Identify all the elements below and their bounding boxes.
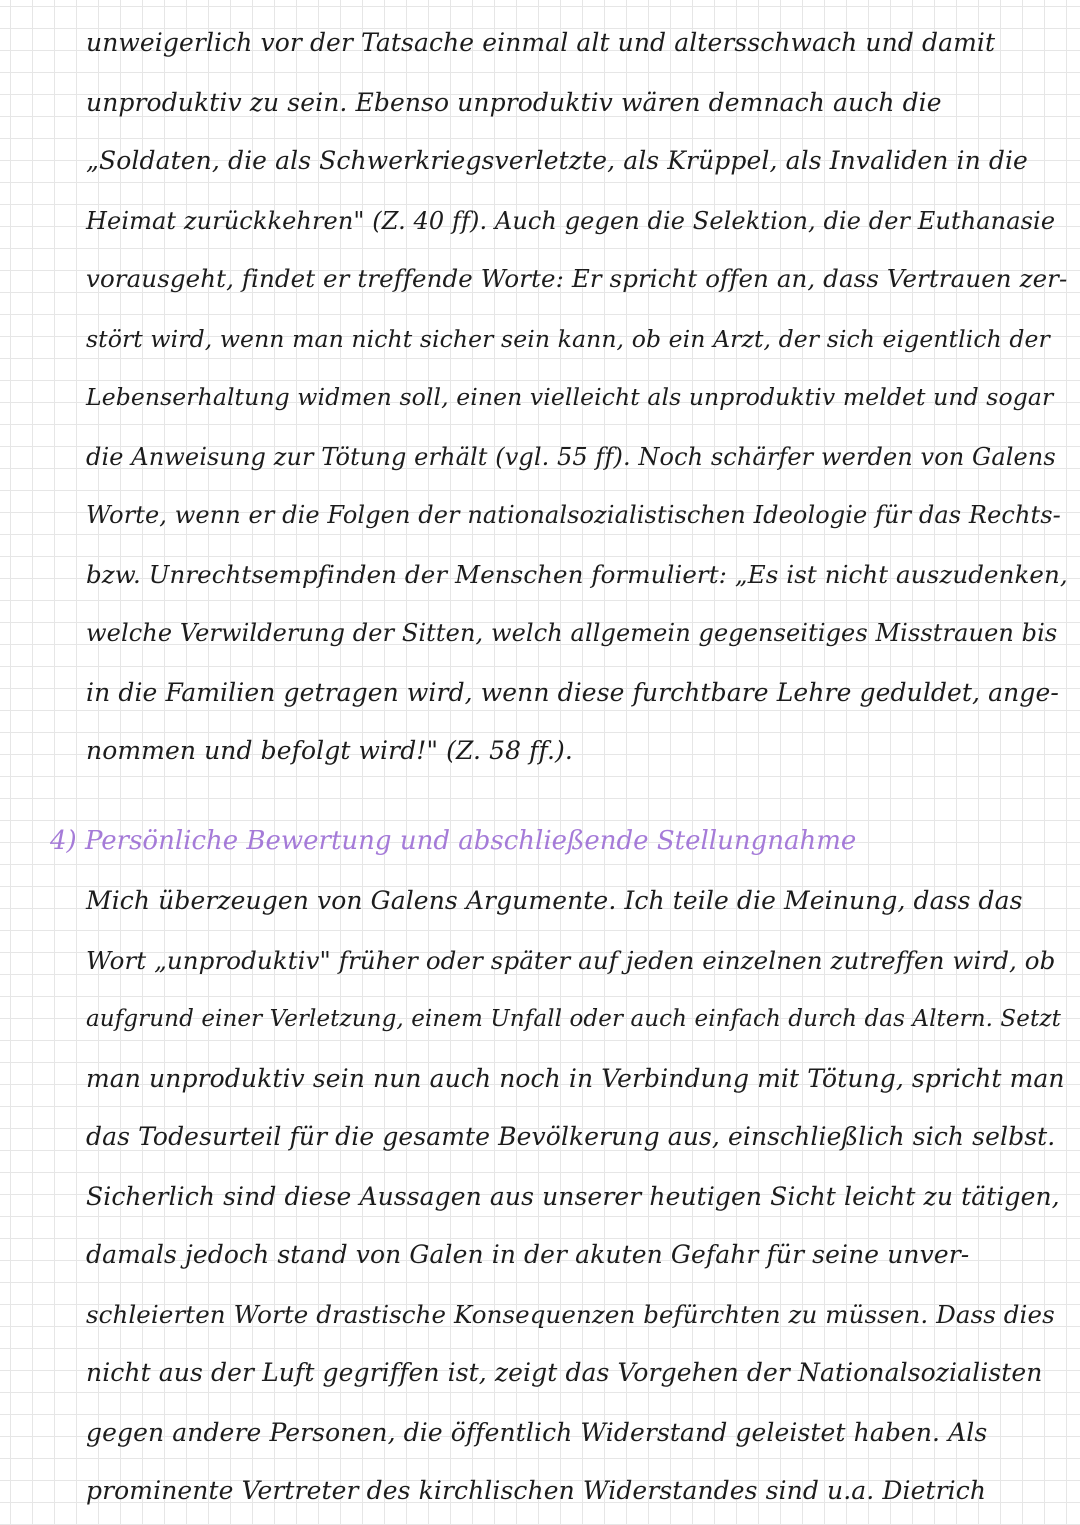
text-line: in die Familien getragen wird, wenn diese furchtbare Lehre geduldet, ange-: [86, 678, 1059, 707]
text-line: unweigerlich vor der Tatsache einmal alt und altersschwach und damit: [86, 28, 996, 57]
text-line: nicht aus der Luft gegriffen ist, zeigt das Vorgehen der Nationalsozialisten: [86, 1358, 1043, 1387]
text-line: gegen andere Personen, die öffentlich Widerstand geleistet haben. Als: [86, 1418, 988, 1447]
text-line: unproduktiv zu sein. Ebenso unproduktiv wären demnach auch die: [86, 88, 942, 117]
text-line: die Anweisung zur Tötung erhält (vgl. 55 ff). Noch schärfer werden von Galens: [86, 443, 1056, 471]
text-line: aufgrund einer Verletzung, einem Unfall oder auch einfach durch das Altern. Setzt: [86, 1006, 1061, 1032]
text-line: Worte, wenn er die Folgen der nationalsozialistischen Ideologie für das Rechts-: [86, 501, 1061, 529]
text-line: bzw. Unrechtsempfinden der Menschen formuliert: „Es ist nicht auszudenken,: [86, 560, 1068, 589]
text-line: Lebenserhaltung widmen soll, einen vielleicht als unproduktiv meldet und sogar: [86, 383, 1054, 411]
text-line: Mich überzeugen von Galens Argumente. Ich teile die Meinung, dass das: [86, 886, 1023, 915]
text-line: vorausgeht, findet er treffende Worte: Er spricht offen an, dass Vertrauen zer-: [86, 264, 1068, 293]
text-line: prominente Vertreter des kirchlischen Widerstandes sind u.a. Dietrich: [86, 1476, 987, 1505]
text-line: man unproduktiv sein nun auch noch in Verbindung mit Tötung, spricht man: [86, 1064, 1065, 1093]
text-line: nommen und befolgt wird!" (Z. 58 ff.).: [86, 736, 573, 765]
text-line: Sicherlich sind diese Aussagen aus unserer heutigen Sicht leicht zu tätigen,: [86, 1182, 1060, 1211]
text-line: welche Verwilderung der Sitten, welch allgemein gegenseitiges Misstrauen bis: [86, 619, 1058, 647]
text-line: Wort „unproduktiv" früher oder später auf jeden einzelnen zutreffen wird, ob: [86, 946, 1056, 975]
text-line: schleierten Worte drastische Konsequenzen befürchten zu müssen. Dass dies: [86, 1300, 1055, 1329]
text-line: stört wird, wenn man nicht sicher sein kann, ob ein Arzt, der sich eigentlich der: [86, 325, 1050, 353]
section-heading: 4) Persönliche Bewertung und abschließende Stellungnahme: [50, 826, 857, 856]
text-line: Heimat zurückkehren" (Z. 40 ff). Auch gegen die Selektion, die der Euthanasie: [86, 207, 1056, 235]
text-line: das Todesurteil für die gesamte Bevölkerung aus, einschließlich sich selbst.: [86, 1122, 1056, 1151]
text-line: damals jedoch stand von Galen in der akuten Gefahr für seine unver-: [86, 1240, 970, 1269]
text-line: „Soldaten, die als Schwerkriegsverletzte, als Krüppel, als Invaliden in die: [86, 146, 1028, 175]
